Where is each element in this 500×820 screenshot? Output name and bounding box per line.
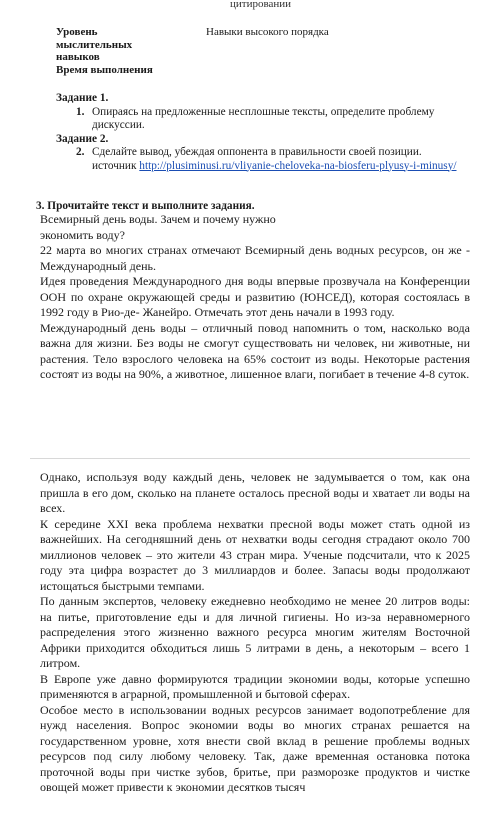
text-part-2 [40, 470, 470, 796]
source-label: источник [92, 159, 137, 172]
table-left-line: Время выполнения [56, 63, 153, 76]
source-line [56, 160, 476, 174]
paragraph: Всемирный день воды. Зачем и почему нужно экономить воду? [40, 212, 276, 242]
paragraph: 22 марта во многих странах отмечают Всемирный день водных ресурсов, он же - Международный день. [40, 243, 470, 273]
paragraph: Особое место в использовании водных ресурсов занимает водопотребление для нужд населения. Вопрос экономии воды во многих странах решается на государственном уровне, хотя внести свой вклад в решение проблемы водных ресурсов под силу любому человеку. Так, даже временная остановка потока проточной воды при чистке зубов, бритье, при разморозке продуктов и чистке овощей может привести к экономии десятков тысяч [40, 702, 470, 794]
task1-item [56, 106, 476, 133]
paragraph: Идея проведения Международного дня воды впервые прозвучала на Конференции ООН по охране окружающей среды и развитию (ЮНСЕД), которая состоялась в 1992 году в Рио-де- Жанейро. Отмечать этот день начали в 1993 году. [40, 274, 470, 319]
table-right-cell: Навыки высокого порядка [206, 26, 329, 38]
task2-title: Задание 2. [56, 132, 109, 145]
paragraph: В Европе уже давно формируются традиции экономии воды, которые успешно применяются в аграрной, промышленной и бытовой сферах. [40, 671, 470, 701]
text-part-1 [40, 212, 470, 383]
task3-heading: 3. Прочитайте текст и выполните задания. [36, 200, 255, 212]
task2-number: 2. [76, 146, 85, 158]
cut-off-heading: цитировании [230, 0, 292, 10]
paragraph: По данным экспертов, человеку ежедневно необходимо не менее 20 литров воды: на питье, приготовление еды и для личной гигиены. Но из-за неравномерного распределения этого жизненно важного ресурса многим жителям Восточной Африки приходится обходиться лишь 5 литрами в день, а некоторым – всего 1 литром. [40, 594, 470, 670]
tasks-block [56, 92, 476, 173]
task1-title: Задание 1. [56, 92, 109, 104]
table-left-line: мыслительных [56, 38, 133, 51]
paragraph: Международный день воды – отличный повод напомнить о том, насколько вода важна для жизни. Без воды не смогут существовать ни человек, ни животные, ни растения. Тело взрослого человека на 65% состоит из воды. Некоторые растения состоят из воды на 90%, а животное, лишенное влаги, погибает в течение 4-8 суток. [40, 320, 470, 381]
page-divider [30, 458, 470, 459]
task1-number: 1. [76, 105, 85, 118]
task2-text: Сделайте вывод, убеждая оппонента в правильности своей позиции. [92, 146, 422, 158]
task1-text: Опираясь на предложенные несплошные тексты, определите проблему дискуссии. [92, 105, 435, 131]
table-left-line: навыков [56, 51, 100, 63]
paragraph: К середине XXI века проблема нехватки пресной воды может стать одной из важнейших. На сегодняшний день от нехватки воды сегодня страдают около 700 миллионов человек – это жители 43 стран мира. Ученые подсчитали, что к 2025 году эта цифра возрастет до 3 миллиардов и более. Запасы воды продолжают истощаться быстрыми темпами. [40, 516, 470, 593]
source-link[interactable]: http://plusiminusi.ru/vliyanie-cheloveka-na-biosferu-plyusy-i-minusy/ [139, 159, 457, 172]
task2-item [56, 146, 476, 160]
paragraph: Однако, используя воду каждый день, человек не задумывается о том, как она пришла в его дом, сколько на планете осталось пресной воды и хватает ли воды на всех. [40, 470, 470, 515]
table-left-line: Уровень [56, 26, 98, 38]
table-left-column [56, 26, 196, 76]
